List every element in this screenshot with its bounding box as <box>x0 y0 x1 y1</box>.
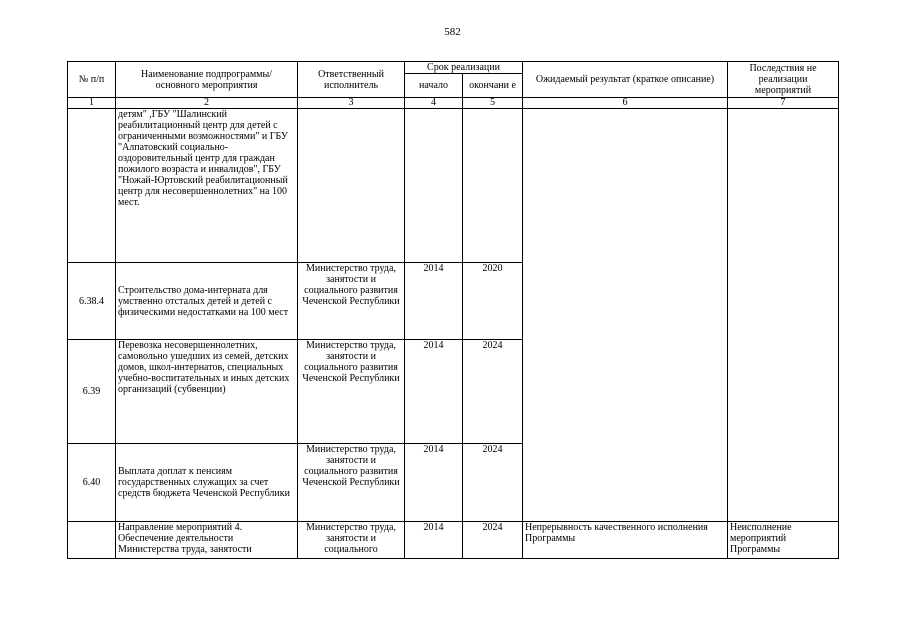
row-end <box>463 109 523 263</box>
row-result: Непрерывность качественного исполнения Программы <box>523 522 728 559</box>
row-end: 2024 <box>463 522 523 559</box>
row-end: 2020 <box>463 263 523 340</box>
table-row <box>68 109 839 263</box>
row-start: 2014 <box>405 444 463 522</box>
row-name: Выплата доплат к пенсиям государственных служащих за счет средств бюджета Чеченской Республики <box>116 444 298 522</box>
row-number <box>68 522 116 559</box>
header-name: Наименование подпрограммы/ основного мероприятия <box>116 62 298 98</box>
table-row <box>68 522 839 559</box>
header-row-1 <box>68 62 839 74</box>
row-number: 6.39 <box>68 340 116 444</box>
row-executor: Министерство труда, занятости и социального <box>298 522 405 559</box>
column-number: 1 <box>68 98 116 109</box>
row-end: 2024 <box>463 444 523 522</box>
header-executor: Ответственный исполнитель <box>298 62 405 98</box>
row-name: Направление мероприятий 4. Обеспечение деятельности Министерства труда, занятости <box>116 522 298 559</box>
row-start <box>405 109 463 263</box>
column-number: 5 <box>463 98 523 109</box>
row-start: 2014 <box>405 340 463 444</box>
row-consequence: Неисполнение мероприятий Программы <box>728 522 839 559</box>
column-number: 7 <box>728 98 839 109</box>
program-table <box>67 61 839 559</box>
header-end: окончани е <box>463 74 523 98</box>
row-start: 2014 <box>405 263 463 340</box>
column-number: 6 <box>523 98 728 109</box>
row-number: 6.38.4 <box>68 263 116 340</box>
row-executor: Министерство труда, занятости и социального развития Чеченской Республики <box>298 444 405 522</box>
page-number: 582 <box>444 26 461 38</box>
column-number: 3 <box>298 98 405 109</box>
row-name: детям" ,ГБУ "Шалинский реабилитационный центр для детей с ограниченными возможностями" и ГБУ "Алпатовский социально-оздоровительный центр для граждан пожилого возраста и инвалидов", ГБУ "Ножай-Юртовский реабилитационный центр для несовершеннолетних" на 100 мест. <box>116 109 298 263</box>
row-name: Строительство дома-интерната для умственно отсталых детей и детей с физическими недостатками на 100 мест <box>116 263 298 340</box>
row-end: 2024 <box>463 340 523 444</box>
row-result-empty <box>523 109 728 522</box>
header-number: № п/п <box>68 62 116 98</box>
row-name: Перевозка несовершеннолетних, самовольно ушедших из семей, детских домов, школ-интернатов, специальных учебно-воспитательных и иных детских организаций (субвенции) <box>116 340 298 444</box>
row-number <box>68 109 116 263</box>
header-start: начало <box>405 74 463 98</box>
column-number: 2 <box>116 98 298 109</box>
header-term-group: Срок реализации <box>405 62 523 74</box>
row-executor: Министерство труда, занятости и социального развития Чеченской Республики <box>298 340 405 444</box>
column-numbers-row <box>68 98 839 109</box>
column-number: 4 <box>405 98 463 109</box>
row-number: 6.40 <box>68 444 116 522</box>
row-executor <box>298 109 405 263</box>
row-consequence-empty <box>728 109 839 522</box>
row-executor: Министерство труда, занятости и социального развития Чеченской Республики <box>298 263 405 340</box>
row-start: 2014 <box>405 522 463 559</box>
header-consequence: Последствия не реализации мероприятий <box>728 62 839 98</box>
header-result: Ожидаемый результат (краткое описание) <box>523 62 728 98</box>
